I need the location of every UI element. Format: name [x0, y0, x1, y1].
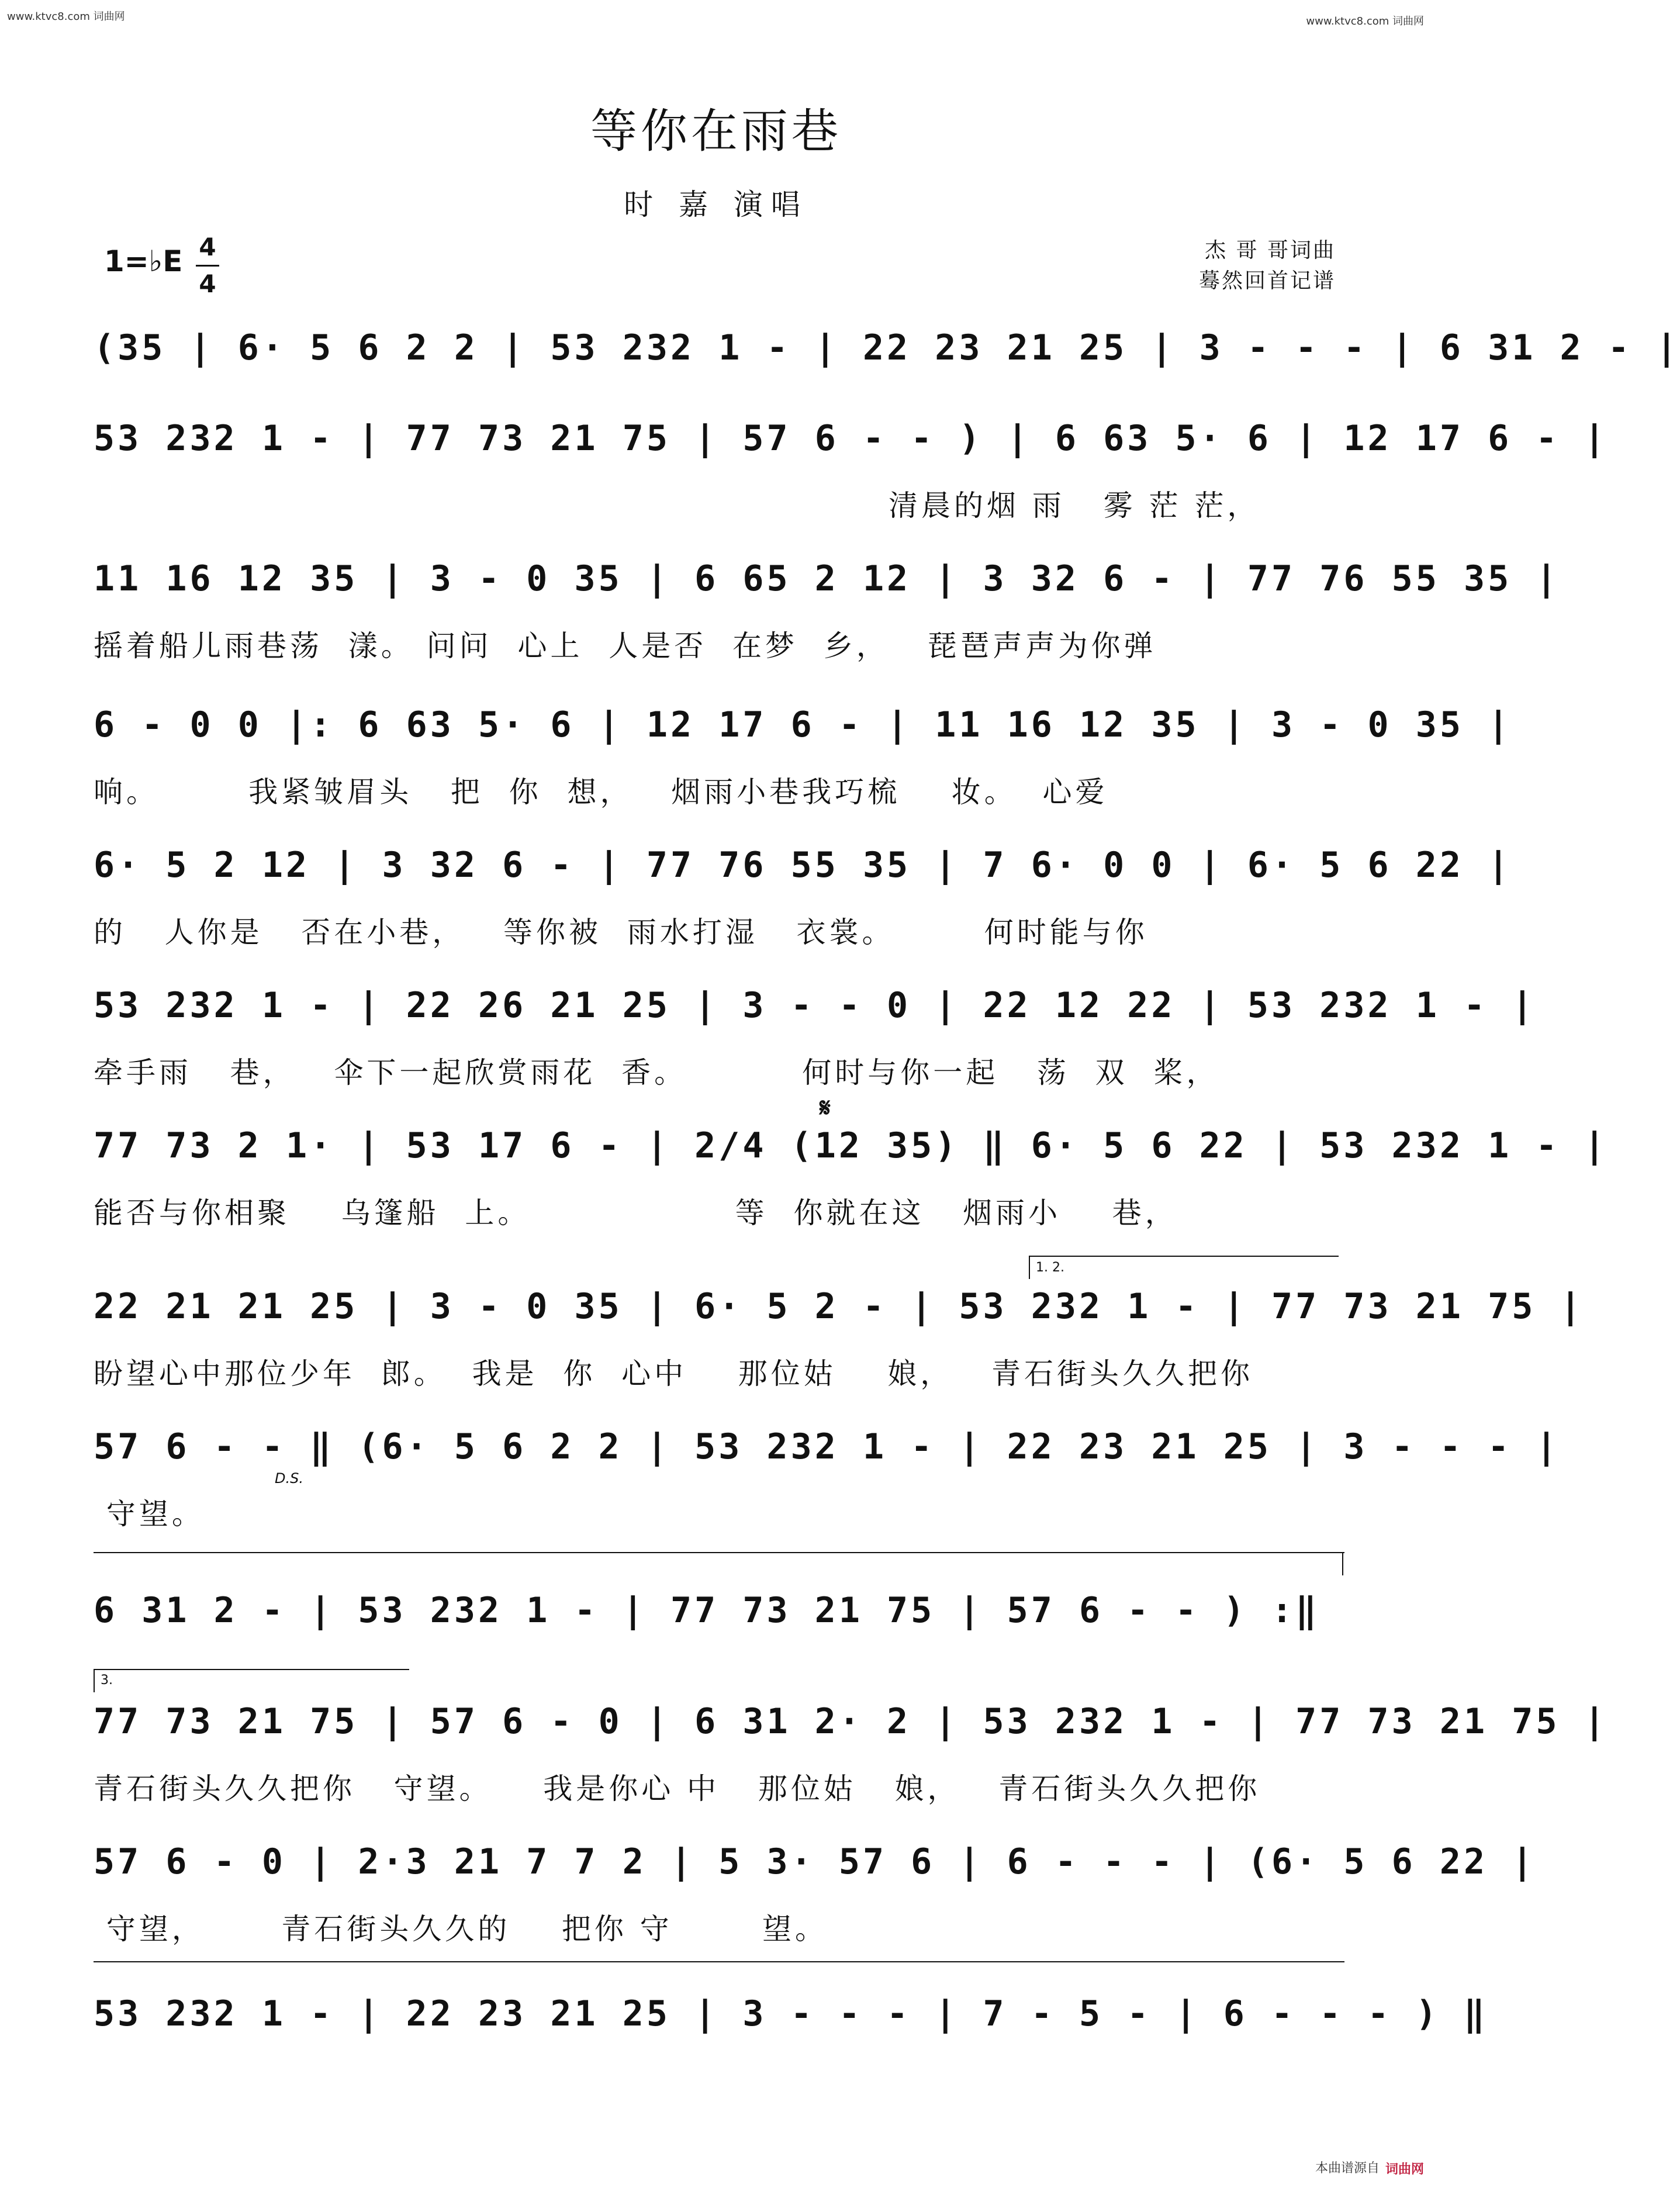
- song-title: 等你在雨巷: [590, 104, 842, 158]
- volta-label: 3.: [101, 1673, 113, 1688]
- row-lyrics: 响。 我紧皱眉头 把 你 想， 烟雨小巷我巧梳 妆。 心爱: [94, 775, 1108, 809]
- watermark-left: www.ktvc8.com 词曲网: [7, 11, 125, 23]
- row-lyrics: 能否与你相聚 乌篷船 上。 等 你就在这 烟雨小 巷，: [94, 1196, 1178, 1230]
- volta-bracket-line: [94, 1669, 409, 1670]
- system-line: [94, 1961, 1344, 1962]
- row-lyrics: 牵手雨 巷， 伞下一起欣赏雨花 香。 何时与你一起 荡 双 桨，: [94, 1056, 1219, 1090]
- row-notes: 77 73 21 75 | 57 6 - 0 | 6 31 2· 2 | 53 232 1 - | 77 73 21 75 |: [94, 1701, 1608, 1742]
- footer-source: 本曲谱源自: [1315, 2161, 1380, 2176]
- row-notes: 57 6 - - ‖ (6· 5 6 2 2 | 53 232 1 - | 22 23 21 25 | 3 - - - |: [94, 1426, 1560, 1467]
- row-lyrics: 青石街头久久把你 守望。 我是你心 中 那位姑 娘， 青石街头久久把你: [94, 1772, 1261, 1806]
- volta-bracket-hook: [1029, 1256, 1030, 1279]
- footer-logo: 词曲网: [1385, 2162, 1424, 2177]
- row-lyrics: 盼望心中那位少年 郎。 我是 你 心中 那位姑 娘， 青石街头久久把你: [94, 1357, 1253, 1391]
- row-notes: 53 232 1 - | 22 23 21 25 | 3 - - - | 7 - 5 - | 6 - - - ) ‖: [94, 1993, 1488, 2034]
- row-notes: 57 6 - 0 | 2·3 21 7 7 2 | 5 3· 57 6 | 6 - - - | (6· 5 6 22 |: [94, 1841, 1536, 1882]
- volta-label: 1. 2.: [1036, 1260, 1064, 1275]
- row-notes: 53 232 1 - | 77 73 21 75 | 57 6 - - ) | 6 63 5· 6 | 12 17 6 - |: [94, 418, 1608, 459]
- row-lyrics: 清晨的烟 雨 雾 茫 茫，: [889, 489, 1260, 523]
- row-notes: 11 16 12 35 | 3 - 0 35 | 6 65 2 12 | 3 32 6 - | 77 76 55 35 |: [94, 558, 1560, 599]
- row-lyrics: 守望， 青石街头久久的 把你 守 望。: [94, 1912, 828, 1946]
- segno-sign: 𝄋: [820, 1093, 831, 1123]
- time-signature: [196, 231, 219, 300]
- row-notes: 77 73 2 1· | 53 17 6 - | 2/4 (12 35) ‖ 6· 5 6 22 | 53 232 1 - |: [94, 1125, 1608, 1166]
- time-bottom: 4: [199, 269, 216, 298]
- song-performer: 时 嘉 演唱: [624, 188, 808, 222]
- volta-bracket-line: [1029, 1256, 1339, 1257]
- row-notes: (35 | 6· 5 6 2 2 | 53 232 1 - | 22 23 21 25 | 3 - - - | 6 31 2 - |: [94, 327, 1680, 368]
- repeat-bracket-hook: [1342, 1552, 1343, 1575]
- row-lyrics: 的 人你是 否在小巷， 等你被 雨水打湿 衣裳。 何时能与你: [94, 915, 1148, 949]
- key-signature: 1=♭E: [104, 244, 183, 278]
- row-lyrics: 摇着船儿雨巷荡 漾。 问问 心上 人是否 在梦 乡， 琵琶声声为你弹: [94, 629, 1157, 663]
- row-notes: 6· 5 2 12 | 3 32 6 - | 77 76 55 35 | 7 6· 0 0 | 6· 5 6 22 |: [94, 845, 1512, 886]
- volta-bracket-hook: [94, 1669, 95, 1692]
- credit-transcriber: 蓦然回首记谱: [1198, 269, 1336, 293]
- repeat-bracket-line: [94, 1552, 1344, 1553]
- row-lyrics: 守望。: [94, 1497, 205, 1531]
- row-notes: 6 - 0 0 |: 6 63 5· 6 | 12 17 6 - | 11 16 12 35 | 3 - 0 35 |: [94, 704, 1512, 745]
- time-top: 4: [199, 233, 216, 261]
- credit-composer: 杰 哥 哥词曲: [1205, 238, 1336, 262]
- row-notes: 22 21 21 25 | 3 - 0 35 | 6· 5 2 - | 53 232 1 - | 77 73 21 75 |: [94, 1286, 1584, 1327]
- row-notes: 6 31 2 - | 53 232 1 - | 77 73 21 75 | 57 6 - - ) :‖: [94, 1590, 1320, 1631]
- ds-mark: D.S.: [275, 1470, 303, 1487]
- row-notes: 53 232 1 - | 22 26 21 25 | 3 - - 0 | 22 12 22 | 53 232 1 - |: [94, 985, 1536, 1026]
- watermark-right: www.ktvc8.com 词曲网: [1306, 15, 1424, 27]
